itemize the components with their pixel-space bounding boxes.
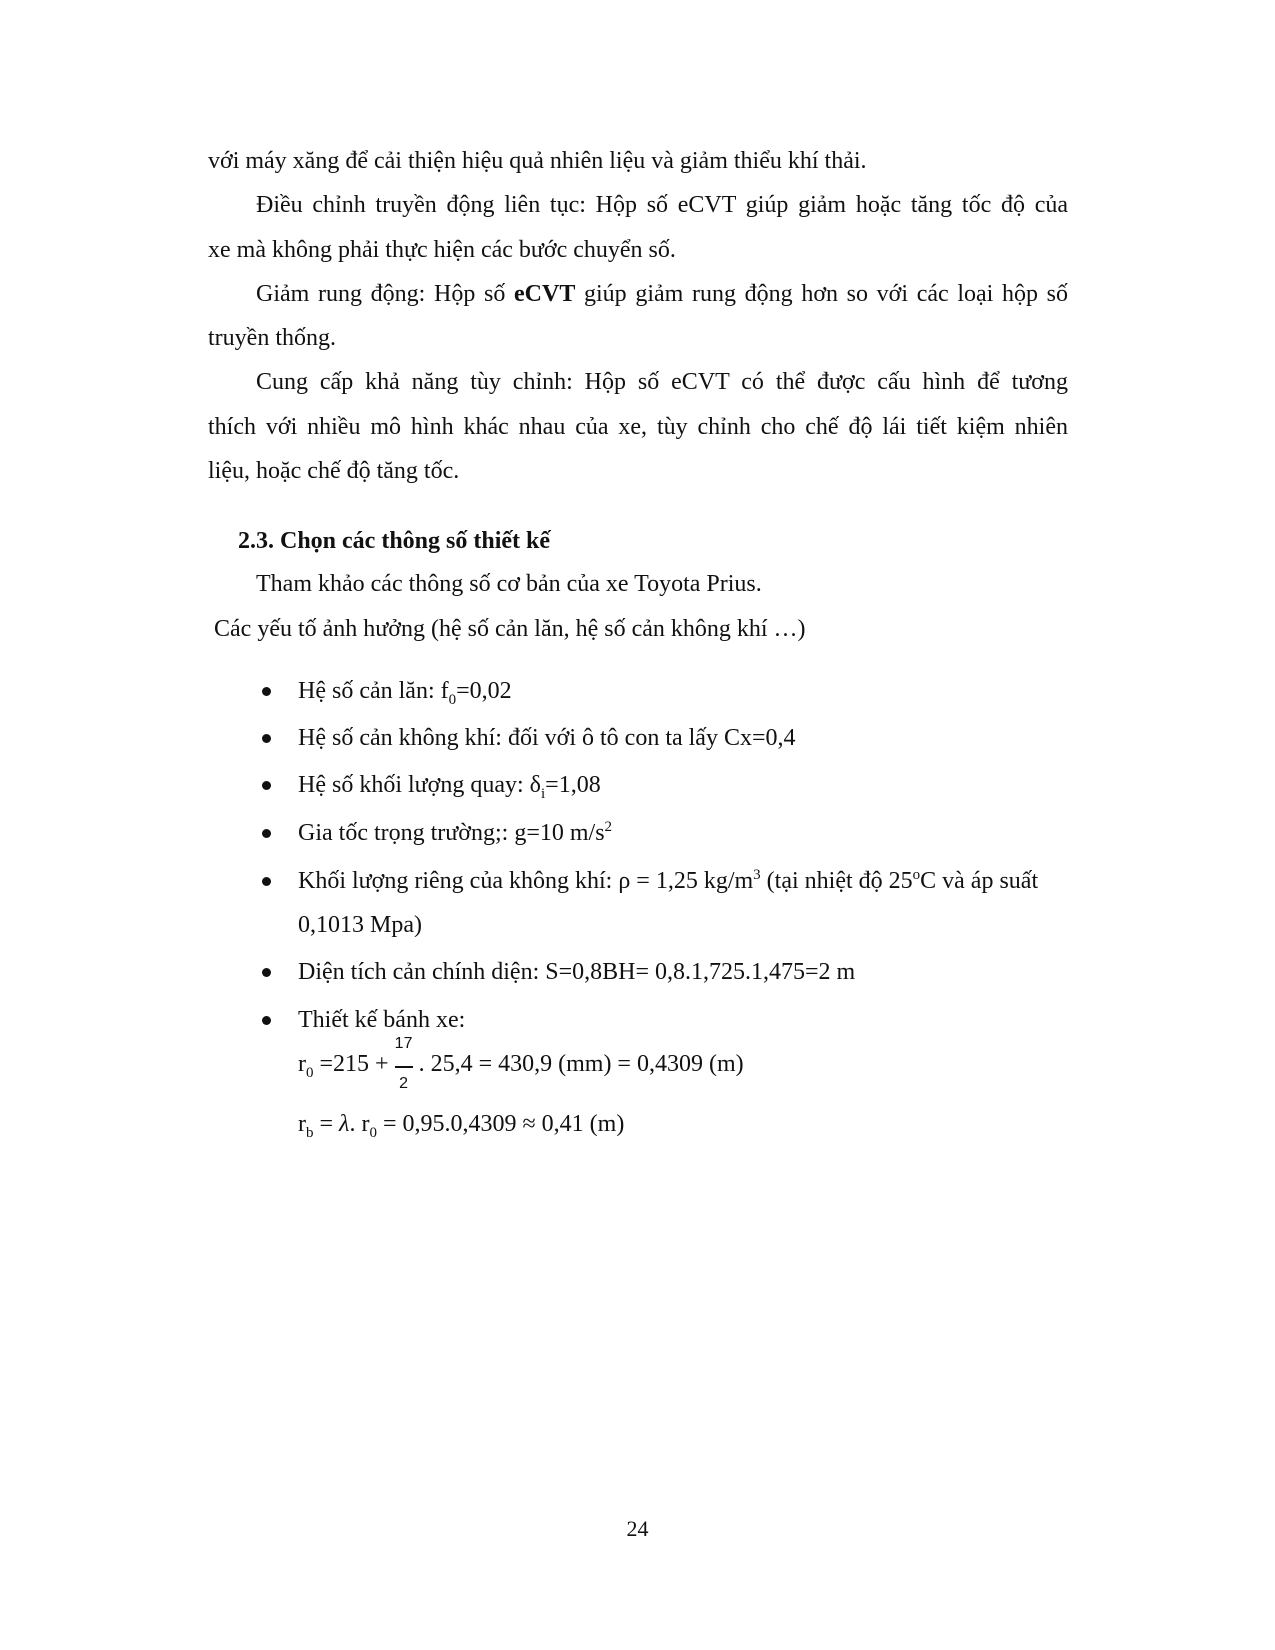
- paragraph-line: [256, 368, 1068, 396]
- subscript: i: [541, 785, 546, 802]
- paragraph-line: [208, 457, 459, 485]
- formula-rb: [298, 1110, 625, 1141]
- bold-text: eCVT: [514, 281, 576, 307]
- paragraph-line: [208, 147, 867, 175]
- bullet-icon: [262, 968, 271, 977]
- text: =: [313, 1111, 340, 1137]
- text: xe mà không phải thực hiện các bước chuyển số.: [208, 237, 676, 263]
- paragraph-line: [208, 413, 1068, 441]
- text: Hệ số cản lăn: f: [298, 678, 449, 704]
- text: Giảm rung động: Hộp số: [256, 281, 514, 307]
- text: = 0,95.0,4309 ≈ 0,41 (m): [376, 1111, 625, 1137]
- lambda-symbol: λ: [339, 1111, 350, 1137]
- paragraph-line: [208, 324, 336, 352]
- bullet-icon: [262, 829, 271, 838]
- bullet-item: [298, 867, 1038, 895]
- text: thích với nhiều mô hình khác nhau của xe, tùy chỉnh cho chế độ lái tiết kiệm nhiên: [208, 414, 1068, 440]
- bullet-icon: [262, 687, 271, 696]
- bullet-item: [298, 771, 601, 802]
- text: C và áp suất: [920, 868, 1039, 894]
- text: Khối lượng riêng của không khí: ρ = 1,25 kg/m: [298, 868, 754, 894]
- bullet-icon: [262, 781, 271, 790]
- paragraph-line: [256, 191, 1068, 219]
- section-heading: 2.3. Chọn các thông số thiết kế: [238, 528, 551, 554]
- fraction-denominator: 2: [399, 1075, 409, 1092]
- formula-r0: [298, 1035, 744, 1092]
- text: . 25,4 = 430,9 (mm) = 0,4309 (m): [418, 1051, 744, 1077]
- paragraph-line: [256, 280, 1068, 308]
- superscript: 2: [604, 819, 613, 835]
- text: r: [298, 1111, 306, 1137]
- text: =215 +: [313, 1051, 389, 1077]
- text: Cung cấp khả năng tùy chỉnh: Hộp số eCVT có thể được cấu hình để tương: [256, 369, 1068, 395]
- superscript: o: [912, 867, 921, 883]
- bullet-item: Hệ số cản không khí: đối với ô tô con ta lấy Cx=0,4: [298, 725, 796, 751]
- subscript: 0: [306, 1064, 314, 1081]
- bullet-item: [298, 819, 612, 847]
- text: . r: [349, 1111, 370, 1137]
- text: Hệ số khối lượng quay: δ: [298, 772, 541, 798]
- bullet-icon: [262, 734, 271, 743]
- superscript: 3: [753, 867, 761, 883]
- page-number: 24: [626, 1516, 649, 1541]
- text: =1,08: [545, 772, 601, 798]
- bullet-item-continuation: 0,1013 Mpa): [298, 912, 422, 938]
- text: Điều chỉnh truyền động liên tục: Hộp số eCVT giúp giảm hoặc tăng tốc độ của: [256, 192, 1068, 218]
- bullet-icon: [262, 877, 271, 886]
- text: truyền thống.: [208, 325, 336, 351]
- subscript: 0: [448, 691, 457, 708]
- fraction: [393, 1035, 415, 1092]
- fraction-bar: [395, 1066, 413, 1068]
- text: =0,02: [456, 678, 512, 704]
- text: liệu, hoặc chế độ tăng tốc.: [208, 458, 460, 484]
- subscript: 0: [369, 1124, 377, 1141]
- bullet-item: [298, 677, 512, 708]
- fraction-numerator: 17: [394, 1035, 413, 1052]
- intro-line: Các yếu tố ảnh hưởng (hệ số cản lăn, hệ số cản không khí …): [214, 616, 806, 642]
- text: giúp giảm rung động hơn so với các loại hộp số: [575, 281, 1068, 307]
- text: Gia tốc trọng trường;: g=10 m/s: [298, 820, 605, 846]
- bullet-icon: [262, 1016, 271, 1025]
- text: với máy xăng để cải thiện hiệu quả nhiên liệu và giảm thiểu khí thải.: [208, 148, 867, 174]
- bullet-item: Diện tích cản chính diện: S=0,8BH= 0,8.1,725.1,475=2 m: [298, 959, 856, 985]
- text: r: [298, 1051, 306, 1077]
- bullet-item: Thiết kế bánh xe:: [298, 1007, 466, 1033]
- text: (tại nhiệt độ 25: [760, 868, 913, 894]
- intro-line: Tham khảo các thông số cơ bản của xe Toyota Prius.: [256, 571, 762, 597]
- subscript: b: [306, 1124, 314, 1141]
- paragraph-line: [208, 236, 676, 264]
